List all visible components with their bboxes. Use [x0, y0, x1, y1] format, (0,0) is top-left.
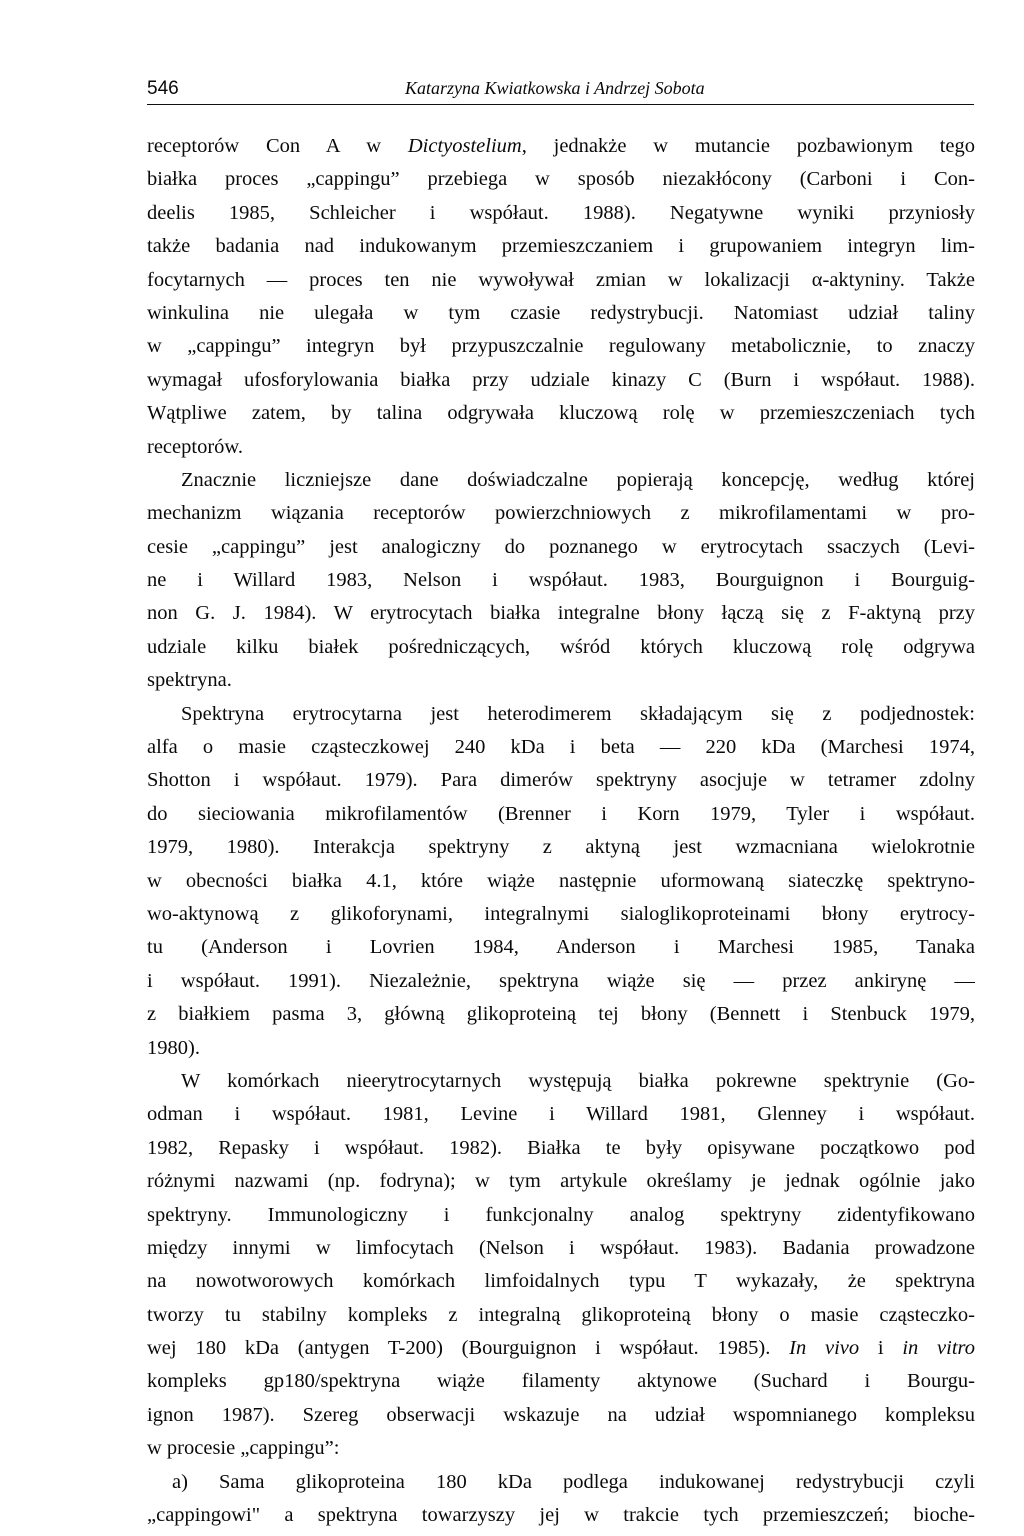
- text-line: kompleks gp180/spektryna wiąże filamenty aktynowe (Suchard i Bourgu-: [147, 1370, 975, 1393]
- paragraph-first-line: Znacznie liczniejsze dane doświadczalne popierają koncepcję, według której: [181, 468, 975, 491]
- paragraph-first-line: W komórkach nieerytrocytarnych występują białka pokrewne spektrynie (Go-: [181, 1069, 975, 1092]
- page-number: 546: [147, 78, 179, 99]
- text-line: udziale kilku białek pośredniczących, wśród których kluczową rolę odgrywa: [147, 635, 975, 658]
- text-line: wo-aktynową z glikoforynami, integralnymi sialoglikoproteinami błony erytrocy-: [147, 902, 975, 925]
- text-line: odman i współaut. 1981, Levine i Willard 1981, Glenney i współaut.: [147, 1103, 975, 1126]
- text-line: non G. J. 1984). W erytrocytach białka integralne błony łączą się z F-aktyną przy: [147, 602, 975, 625]
- text-line: 1982, Repasky i współaut. 1982). Białka te były opisywane początkowo pod: [147, 1136, 975, 1159]
- text-line: focytarnych — proces ten nie wywoływał zmian w lokalizacji α-aktyniny. Także: [147, 268, 975, 291]
- text-line: „cappingowi" a spektryna towarzyszy jej w trakcie tych przemieszczeń; bioche-: [147, 1504, 975, 1527]
- text-line: do sieciowania mikrofilamentów (Brenner i Korn 1979, Tyler i współaut.: [147, 802, 975, 825]
- text-line: tu (Anderson i Lovrien 1984, Anderson i Marchesi 1985, Tanaka: [147, 936, 975, 959]
- text-line: w obecności białka 4.1, które wiąże następnie uformowaną siateczkę spektryno-: [147, 869, 975, 892]
- header-rule: [147, 104, 974, 105]
- text-line: cesie „cappingu” jest analogiczny do poznanego w erytrocytach ssaczych (Levi-: [147, 535, 975, 558]
- running-head: Katarzyna Kwiatkowska i Andrzej Sobota: [405, 78, 705, 98]
- paragraph-first-line: Spektryna erytrocytarna jest heterodimerem składającym się z podjednostek:: [181, 702, 975, 725]
- text-line: i współaut. 1991). Niezależnie, spektryna wiąże się — przez ankirynę —: [147, 969, 975, 992]
- text-line: tworzy tu stabilny kompleks z integralną glikoproteiną błony o masie cząsteczko-: [147, 1303, 975, 1326]
- text-line: także badania nad indukowanym przemieszczaniem i grupowaniem integryn lim-: [147, 235, 975, 258]
- text-line: białka proces „cappingu” przebiega w sposób niezakłócony (Carboni i Con-: [147, 168, 975, 191]
- list-item-a: a) Sama glikoproteina 180 kDa podlega indukowanej redystrybucji czyli: [172, 1470, 975, 1493]
- text-line: wymagał ufosforylowania białka przy udziale kinazy C (Burn i współaut. 1988).: [147, 368, 975, 391]
- text-line: ignon 1987). Szereg obserwacji wskazuje na udział wspomnianego kompleksu: [147, 1403, 975, 1426]
- text-line: wej 180 kDa (antygen T-200) (Bourguignon i współaut. 1985). In vivo i in vitro: [147, 1337, 975, 1360]
- text-line: różnymi nazwami (np. fodryna); w tym artykule określamy je jednak ogólnie jako: [147, 1170, 975, 1193]
- text-line: w procesie „cappingu”:: [147, 1437, 340, 1460]
- text-line: spektryny. Immunologiczny i funkcjonalny analog spektryny zidentyfikowano: [147, 1203, 975, 1226]
- body-text: [147, 130, 975, 1532]
- text-line: Wątpliwe zatem, by talina odgrywała kluczową rolę w przemieszczeniach tych: [147, 402, 975, 425]
- text-line: receptorów Con A w Dictyostelium, jednakże w mutancie pozbawionym tego: [147, 135, 975, 157]
- text-line: między innymi w limfocytach (Nelson i współaut. 1983). Badania prowadzone: [147, 1236, 975, 1259]
- text-line: na nowotworowych komórkach limfoidalnych typu T wykazały, że spektryna: [147, 1270, 975, 1293]
- text-line: spektryna.: [147, 669, 232, 692]
- text-line: deelis 1985, Schleicher i współaut. 1988). Negatywne wyniki przyniosły: [147, 201, 975, 224]
- text-line: Shotton i współaut. 1979). Para dimerów spektryny asocjuje w tetramer zdolny: [147, 769, 975, 792]
- text-line: 1979, 1980). Interakcja spektryny z aktyną jest wzmacniana wielokrotnie: [147, 836, 975, 859]
- text-line: receptorów.: [147, 435, 243, 458]
- text-line: ne i Willard 1983, Nelson i współaut. 1983, Bourguignon i Bourguig-: [147, 569, 975, 592]
- text-line: z białkiem pasma 3, główną glikoproteiną tej błony (Bennett i Stenbuck 1979,: [147, 1003, 975, 1026]
- text-line: 1980).: [147, 1036, 200, 1059]
- text-line: alfa o masie cząsteczkowej 240 kDa i beta — 220 kDa (Marchesi 1974,: [147, 736, 975, 759]
- text-line: winkulina nie ulegała w tym czasie redystrybucji. Natomiast udział taliny: [147, 301, 975, 324]
- text-line: mechanizm wiązania receptorów powierzchniowych z mikrofilamentami w pro-: [147, 502, 975, 525]
- text-line: w „cappingu” integryn był przypuszczalnie regulowany metabolicznie, to znaczy: [147, 335, 975, 358]
